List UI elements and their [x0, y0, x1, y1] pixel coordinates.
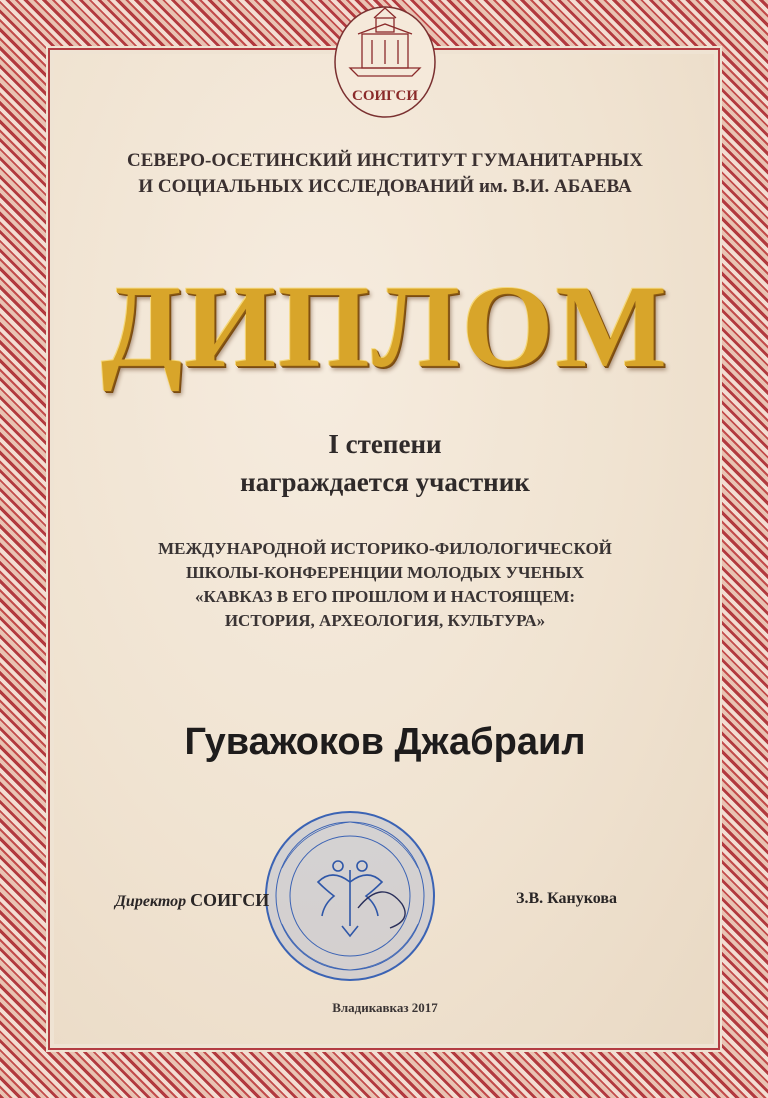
- institute-name-line-2: И СОЦИАЛЬНЫХ ИССЛЕДОВАНИЙ им. В.И. АБАЕВА: [138, 176, 632, 197]
- degree-line: I степени: [328, 429, 442, 459]
- conference-line-1: МЕЖДУНАРОДНОЙ ИСТОРИКО-ФИЛОЛОГИЧЕСКОЙ: [158, 539, 612, 558]
- conference-line-3: «КАВКАЗ В ЕГО ПРОШЛОМ И НАСТОЯЩЕМ:: [194, 587, 576, 606]
- signatory-role: [115, 890, 269, 911]
- institute-logo: [332, 4, 438, 120]
- signatory-role-title: Директор: [115, 893, 187, 910]
- place-and-year: Владикавказ 2017: [332, 1000, 438, 1015]
- award-line: награждается участник: [240, 467, 530, 497]
- institute-name-line-1: СЕВЕРО-ОСЕТИНСКИЙ ИНСТИТУТ ГУМАНИТАРНЫХ: [126, 150, 643, 171]
- logo-text: СОИГСИ: [351, 88, 419, 104]
- signatory-name: З.В. Канукова: [516, 890, 617, 907]
- diploma-title: ДИПЛОМ: [101, 261, 669, 392]
- recipient-name: Гуважоков Джабраил: [184, 721, 586, 763]
- signatory-organization: СОИГСИ: [190, 890, 270, 910]
- conference-line-4: ИСТОРИЯ, АРХЕОЛОГИЯ, КУЛЬТУРА»: [224, 611, 546, 630]
- conference-line-2: ШКОЛЫ-КОНФЕРЕНЦИИ МОЛОДЫХ УЧЕНЫХ: [186, 563, 584, 582]
- official-seal-stamp: [262, 808, 438, 984]
